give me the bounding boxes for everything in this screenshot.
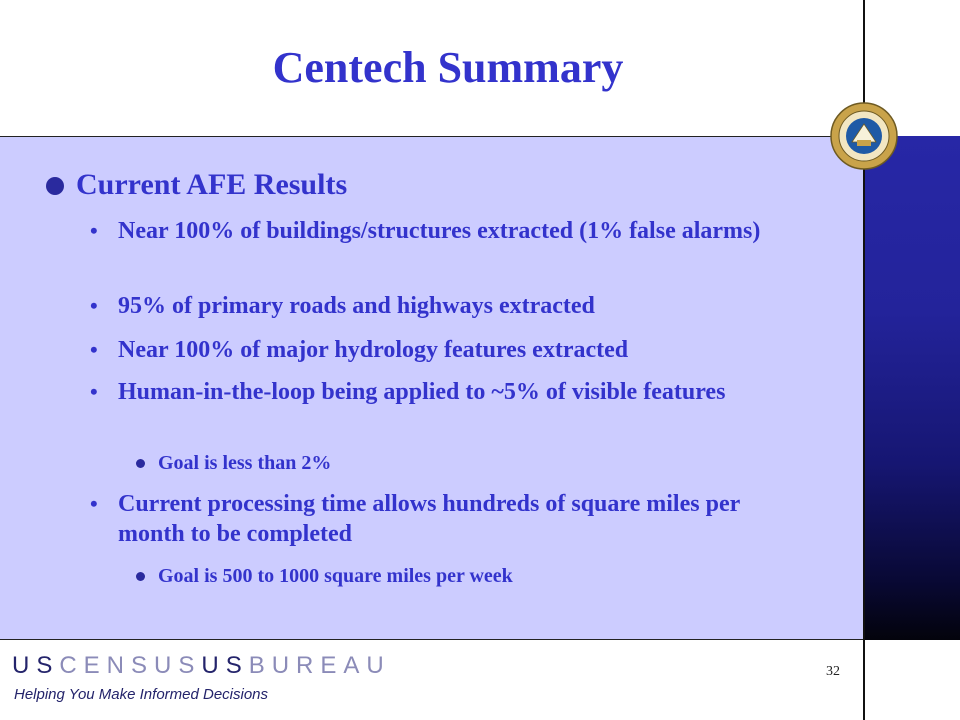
bullet-item	[90, 291, 810, 321]
bullet-text: Near 100% of buildings/structures extracted (1% false alarms)	[118, 218, 761, 244]
bullet-dot-icon: •	[90, 218, 98, 243]
sub-bullet-item	[136, 565, 513, 588]
logo-us: US	[12, 652, 60, 679]
side-panel	[864, 136, 960, 640]
heading-text: Current AFE Results	[76, 168, 348, 201]
sub-bullet-dot-icon	[136, 459, 145, 468]
bullet-item	[90, 489, 810, 549]
bullet-item	[90, 335, 810, 365]
department-of-commerce-seal-icon	[830, 102, 898, 170]
tagline: Helping You Make Informed Decisions	[14, 686, 269, 703]
sub-bullet-dot-icon	[136, 572, 145, 581]
bullet-dot-icon	[46, 177, 64, 195]
sub-bullet-text: Goal is 500 to 1000 square miles per week	[158, 565, 513, 587]
bullet-dot-icon: •	[90, 491, 98, 516]
bullet-text: 95% of primary roads and highways extracted	[118, 293, 595, 319]
sub-bullet-item	[136, 452, 331, 475]
bullet-text: Human-in-the-loop being applied to ~5% of visible features	[118, 379, 726, 405]
bullet-text: Near 100% of major hydrology features extracted	[118, 337, 629, 363]
logo-us-2: US	[201, 652, 249, 679]
logo-census: CENSUS	[59, 652, 202, 679]
census-bureau-logo	[12, 652, 391, 680]
page-number: 32	[826, 664, 840, 679]
sub-bullet-text: Goal is less than 2%	[158, 452, 332, 474]
bullet-dot-icon: •	[90, 293, 98, 318]
bullet-item	[90, 216, 810, 246]
bullet-dot-icon: •	[90, 337, 98, 362]
heading-bullet	[46, 168, 347, 202]
bullet-dot-icon: •	[90, 379, 98, 404]
logo-bureau: BUREAU	[248, 652, 391, 679]
bullet-text: Current processing time allows hundreds of square miles per month to be completed	[118, 491, 740, 547]
bullet-item	[90, 377, 810, 407]
page-title: Centech Summary	[272, 43, 624, 92]
